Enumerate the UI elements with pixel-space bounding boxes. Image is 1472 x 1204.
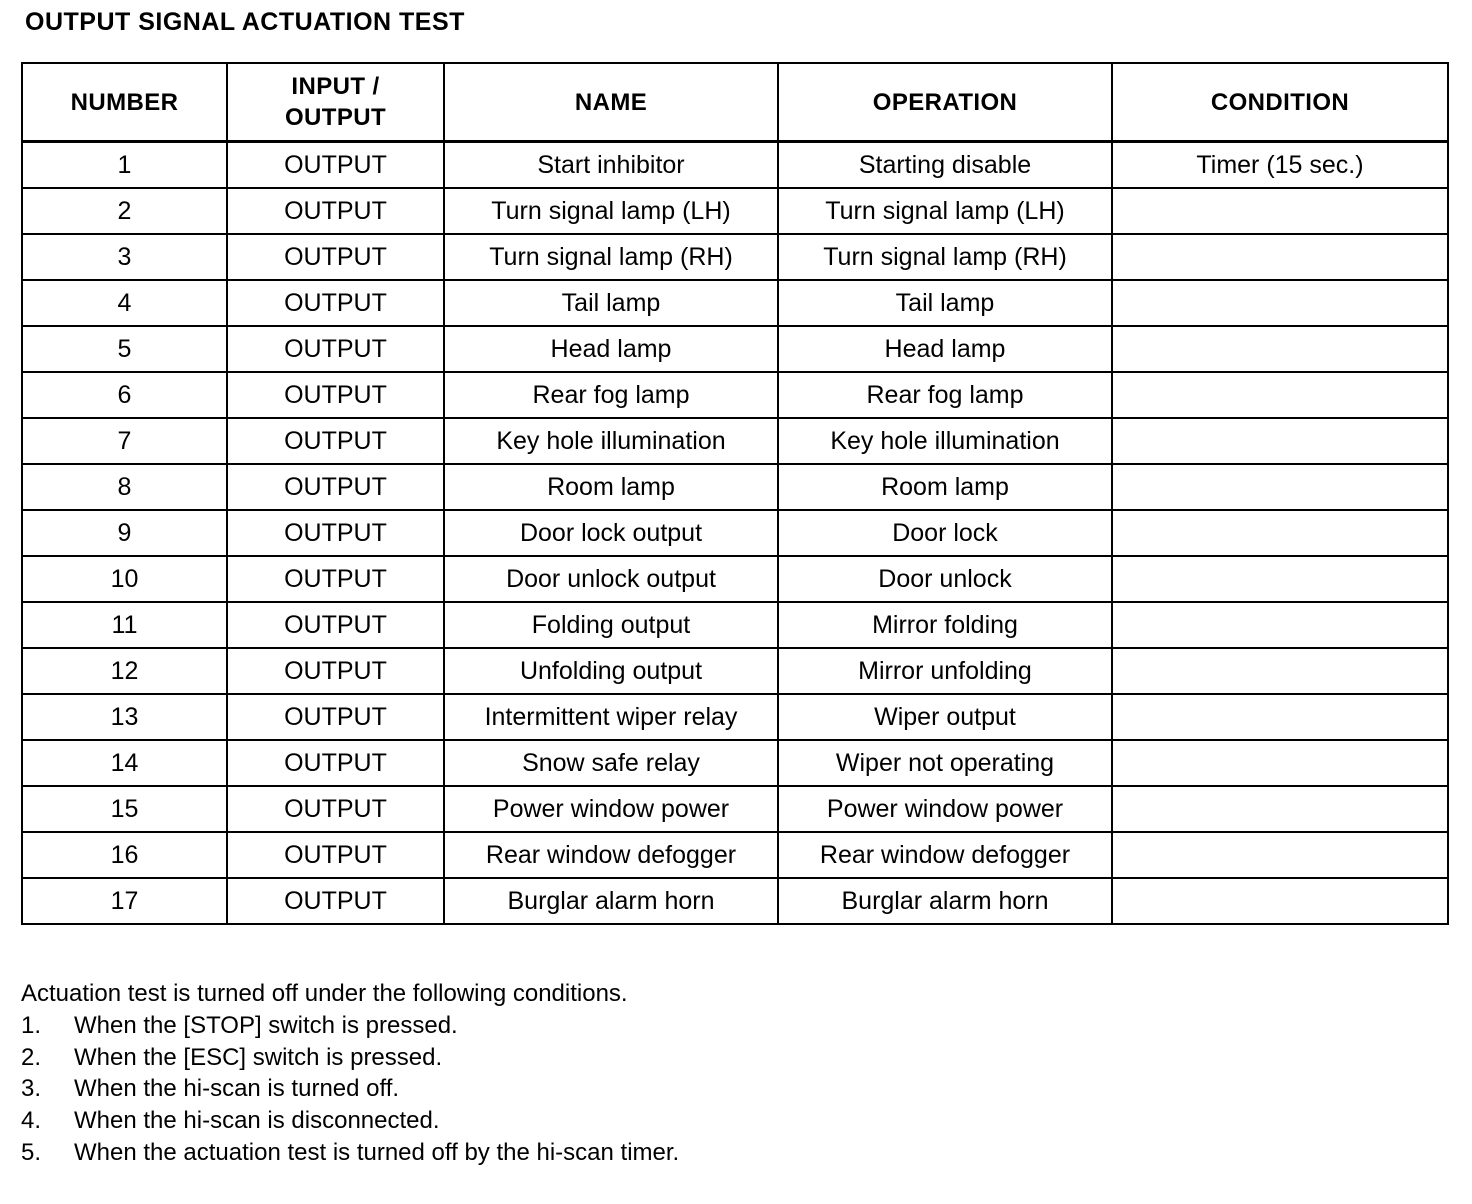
cell-operation: Head lamp — [778, 326, 1112, 372]
list-item — [21, 1042, 741, 1074]
table-header-row — [22, 63, 1448, 142]
cell-io: OUTPUT — [227, 188, 444, 234]
cell-name: Power window power — [444, 786, 778, 832]
cell-name: Burglar alarm horn — [444, 878, 778, 924]
cell-condition — [1112, 234, 1448, 280]
cell-operation: Starting disable — [778, 142, 1112, 189]
cell-io: OUTPUT — [227, 418, 444, 464]
cell-io: OUTPUT — [227, 556, 444, 602]
cell-condition — [1112, 602, 1448, 648]
cell-operation: Turn signal lamp (LH) — [778, 188, 1112, 234]
table-row — [22, 786, 1448, 832]
header-number: NUMBER — [22, 63, 227, 142]
page-title: OUTPUT SIGNAL ACTUATION TEST — [25, 8, 465, 36]
cell-name: Intermittent wiper relay — [444, 694, 778, 740]
cell-number: 2 — [22, 188, 227, 234]
cell-name: Snow safe relay — [444, 740, 778, 786]
cell-operation: Power window power — [778, 786, 1112, 832]
cell-io: OUTPUT — [227, 694, 444, 740]
cell-number: 14 — [22, 740, 227, 786]
cell-name: Door unlock output — [444, 556, 778, 602]
table-row — [22, 280, 1448, 326]
cell-condition — [1112, 418, 1448, 464]
cell-io: OUTPUT — [227, 326, 444, 372]
table-row — [22, 648, 1448, 694]
table-row — [22, 372, 1448, 418]
cell-io: OUTPUT — [227, 878, 444, 924]
cell-name: Turn signal lamp (RH) — [444, 234, 778, 280]
cell-condition — [1112, 740, 1448, 786]
cell-condition — [1112, 786, 1448, 832]
cell-operation: Mirror unfolding — [778, 648, 1112, 694]
cell-operation: Rear fog lamp — [778, 372, 1112, 418]
header-operation: OPERATION — [778, 63, 1112, 142]
cell-io: OUTPUT — [227, 280, 444, 326]
list-item-text: When the hi-scan is disconnected. — [74, 1107, 440, 1135]
table-row — [22, 234, 1448, 280]
cell-number: 13 — [22, 694, 227, 740]
list-item-text: When the [ESC] switch is pressed. — [74, 1043, 443, 1071]
cell-name: Rear window defogger — [444, 832, 778, 878]
cell-operation: Mirror folding — [778, 602, 1112, 648]
cell-number: 9 — [22, 510, 227, 556]
cell-io: OUTPUT — [227, 234, 444, 280]
notes-list — [21, 1010, 741, 1169]
list-item-text: When the hi-scan is turned off. — [74, 1075, 400, 1103]
list-item — [21, 1105, 741, 1137]
table-row — [22, 832, 1448, 878]
table-row — [22, 602, 1448, 648]
table-row — [22, 740, 1448, 786]
cell-name: Rear fog lamp — [444, 372, 778, 418]
cell-operation: Burglar alarm horn — [778, 878, 1112, 924]
cell-number: 7 — [22, 418, 227, 464]
cell-number: 5 — [22, 326, 227, 372]
list-item-text: When the actuation test is turned off by the hi-scan timer. — [74, 1138, 680, 1166]
cell-number: 4 — [22, 280, 227, 326]
list-item-number: 4. — [21, 1107, 42, 1135]
cell-io: OUTPUT — [227, 464, 444, 510]
cell-name: Head lamp — [444, 326, 778, 372]
header-name: NAME — [444, 63, 778, 142]
table-body — [22, 142, 1448, 925]
cell-io: OUTPUT — [227, 142, 444, 189]
header-condition: CONDITION — [1112, 63, 1448, 142]
header-input-output — [227, 63, 444, 142]
cell-number: 3 — [22, 234, 227, 280]
cell-operation: Turn signal lamp (RH) — [778, 234, 1112, 280]
cell-condition — [1112, 878, 1448, 924]
list-item-text: When the [STOP] switch is pressed. — [74, 1011, 458, 1039]
list-item-number: 3. — [21, 1075, 42, 1103]
cell-condition — [1112, 694, 1448, 740]
table-row — [22, 464, 1448, 510]
list-item — [21, 1137, 741, 1169]
cell-condition — [1112, 556, 1448, 602]
cell-number: 15 — [22, 786, 227, 832]
cell-name: Folding output — [444, 602, 778, 648]
table-row — [22, 556, 1448, 602]
cell-name: Unfolding output — [444, 648, 778, 694]
cell-name: Key hole illumination — [444, 418, 778, 464]
table-row — [22, 510, 1448, 556]
cell-condition — [1112, 648, 1448, 694]
cell-number: 6 — [22, 372, 227, 418]
table-row — [22, 878, 1448, 924]
cell-operation: Door unlock — [778, 556, 1112, 602]
cell-condition — [1112, 464, 1448, 510]
cell-operation: Rear window defogger — [778, 832, 1112, 878]
cell-number: 8 — [22, 464, 227, 510]
cell-operation: Door lock — [778, 510, 1112, 556]
cell-number: 16 — [22, 832, 227, 878]
cell-name: Turn signal lamp (LH) — [444, 188, 778, 234]
cell-operation: Tail lamp — [778, 280, 1112, 326]
cell-number: 1 — [22, 142, 227, 189]
cell-condition: Timer (15 sec.) — [1112, 142, 1448, 189]
table-row — [22, 188, 1448, 234]
cell-number: 11 — [22, 602, 227, 648]
cell-condition — [1112, 832, 1448, 878]
cell-name: Room lamp — [444, 464, 778, 510]
cell-operation: Key hole illumination — [778, 418, 1112, 464]
list-item — [21, 1073, 741, 1105]
list-item — [21, 1010, 741, 1042]
table-row — [22, 326, 1448, 372]
cell-name: Start inhibitor — [444, 142, 778, 189]
cell-condition — [1112, 372, 1448, 418]
table-row — [22, 418, 1448, 464]
notes-intro: Actuation test is turned off under the following conditions. — [21, 980, 628, 1007]
cell-operation: Wiper not operating — [778, 740, 1112, 786]
cell-io: OUTPUT — [227, 832, 444, 878]
cell-number: 10 — [22, 556, 227, 602]
header-input-output-line1: INPUT / — [291, 73, 380, 100]
cell-operation: Wiper output — [778, 694, 1112, 740]
cell-name: Tail lamp — [444, 280, 778, 326]
cell-io: OUTPUT — [227, 648, 444, 694]
cell-io: OUTPUT — [227, 602, 444, 648]
list-item-number: 5. — [21, 1138, 42, 1166]
table-row — [22, 694, 1448, 740]
cell-condition — [1112, 326, 1448, 372]
cell-io: OUTPUT — [227, 740, 444, 786]
cell-name: Door lock output — [444, 510, 778, 556]
header-input-output-line2: OUTPUT — [284, 104, 387, 131]
cell-number: 17 — [22, 878, 227, 924]
cell-condition — [1112, 510, 1448, 556]
cell-io: OUTPUT — [227, 510, 444, 556]
cell-condition — [1112, 280, 1448, 326]
notes-section — [21, 978, 741, 1169]
list-item-number: 1. — [21, 1011, 42, 1039]
list-item-number: 2. — [21, 1043, 42, 1071]
cell-condition — [1112, 188, 1448, 234]
cell-operation: Room lamp — [778, 464, 1112, 510]
cell-io: OUTPUT — [227, 786, 444, 832]
table-row — [22, 142, 1448, 189]
cell-number: 12 — [22, 648, 227, 694]
cell-io: OUTPUT — [227, 372, 444, 418]
actuation-test-table — [21, 62, 1449, 925]
